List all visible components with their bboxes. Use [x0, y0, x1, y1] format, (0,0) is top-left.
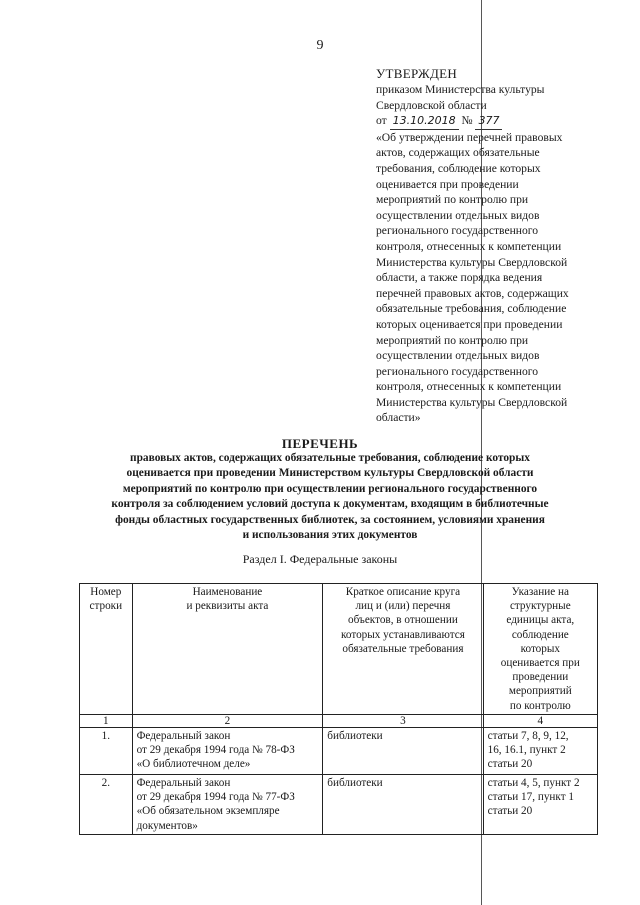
header-description: Краткое описание круга лиц и (или) перечня объектов, в отношении которых устанавливаются обязательные требования — [323, 584, 483, 715]
subtitle-line: правовых актов, содержащих обязательные требования, соблюдение которых — [130, 452, 530, 464]
act-name: Федеральный закон от 29 декабря 1994 года № 78-ФЗ «О библиотечном деле» — [132, 728, 323, 775]
column-number: 2 — [132, 715, 323, 728]
approval-block — [376, 66, 626, 426]
handwritten-number: 377 — [475, 113, 502, 130]
subtitle-line: мероприятий по контролю при осуществлении регионального государственного — [122, 482, 538, 495]
column-number: 1 — [80, 715, 133, 728]
column-number: 4 — [483, 715, 597, 728]
row-number: 2. — [80, 775, 133, 835]
act-structural-units: статьи 7, 8, 9, 12, 16, 16.1, пункт 2 статьи 20 — [483, 728, 597, 775]
order-title: «Об утверждении перечней правовых актов, содержащих обязательные требования, соблюдение которых оценивается при проведении мероприятий по контролю при осуществлении отдельных видов регионального государственного контроля, отнесенных к компетенции Министерства культуры Свердловской области, а также порядка ведения перечней правовых актов, содержащих обязательные требования, соблюдение которых оценивается при проведении мероприятий по контролю при осуществлении отдельных видов регионального государственного контроля, отнесенных к компетенции Министерства культуры Свердловской области» — [376, 130, 569, 425]
approval-date-line — [376, 113, 626, 130]
subtitle-line: и использования этих документов — [242, 529, 418, 542]
act-description: библиотеки — [323, 728, 483, 775]
header-row-number: Номер строки — [80, 584, 133, 715]
list-title: ПЕРЕЧЕНЬ — [281, 436, 359, 451]
page-number: 9 — [316, 38, 324, 53]
acts-table — [79, 583, 598, 835]
approval-line-1: приказом Министерства культуры — [376, 83, 545, 96]
approved-label: УТВЕРЖДЕН — [376, 66, 458, 81]
section-title: Раздел I. Федеральные законы — [242, 552, 398, 566]
column-numbering-row — [80, 715, 598, 728]
number-sign: № — [461, 114, 473, 128]
act-name: Федеральный закон от 29 декабря 1994 года № 77-ФЗ «Об обязательном экземпляре документов» — [132, 775, 323, 835]
column-number: 3 — [323, 715, 483, 728]
header-structural-units: Указание на структурные единицы акта, соблюдение которых оценивается при проведении мероприятий по контролю — [483, 584, 597, 715]
header-act-name: Наименование и реквизиты акта — [132, 584, 323, 715]
row-number: 1. — [80, 728, 133, 775]
table-row — [80, 775, 598, 835]
table-row — [80, 728, 598, 775]
act-description: библиотеки — [323, 775, 483, 835]
date-prefix: от — [376, 114, 387, 128]
handwritten-date: 13.10.2018 — [390, 113, 459, 130]
subtitle-line: контроля за соблюдением условий доступа к документам, входящим в библиотечные — [111, 498, 549, 511]
subtitle-line: фонды областных государственных библиотек, за состоянием, условиями хранения — [115, 513, 545, 526]
list-subtitle — [90, 451, 570, 543]
table-header-row — [80, 584, 598, 715]
act-structural-units: статьи 4, 5, пункт 2 статьи 17, пункт 1 статьи 20 — [483, 775, 597, 835]
subtitle-line: оценивается при проведении Министерством культуры Свердловской области — [126, 467, 534, 480]
approval-line-2: Свердловской области — [376, 98, 487, 112]
